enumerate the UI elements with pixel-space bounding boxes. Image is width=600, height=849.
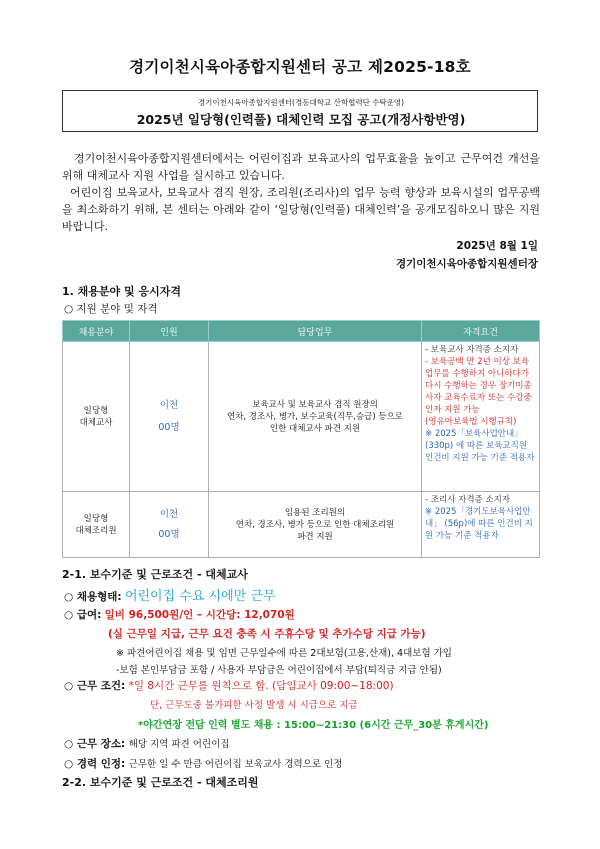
signer: 경기이천시육아종합지원센터장 [395, 258, 538, 270]
field-cell: 일당형 대체교사 [63, 342, 130, 492]
work-condition [64, 678, 394, 693]
col-header-field: 채용분야 [63, 321, 130, 342]
heading-box [62, 90, 538, 132]
organizer-subtitle: 경기이천시육아종합지원센터(경동대학교 산학협력단 수탁운영) [197, 98, 405, 107]
pay-label: ○ 급여: [64, 609, 102, 621]
col-header-duty: 담당업무 [209, 321, 422, 342]
count-cell: 이천 00명 [130, 492, 209, 558]
col-header-qualification: 자격요건 [422, 321, 540, 342]
career-label: ○ 경력 인정: [64, 758, 126, 770]
qualification-cell: - 조리사 자격증 소지자 ※ 2025「경기도보육사업안내」 (56p)에 따른 인건비 지원 가능 기준 적용자 [422, 492, 540, 558]
insurance-note-2: -보험 본인부담금 포함 / 사용자 부담금은 어린이집에서 부담(퇴직금 지급 안됨) [116, 665, 442, 676]
employment-type-label: ○ 채용형태: [64, 591, 122, 603]
employment-type [64, 585, 275, 604]
work-place-label: ○ 근무 장소: [64, 738, 126, 750]
col-header-count: 인원 [130, 321, 209, 342]
insurance-note-1: ※ 파견어린이집 채용 및 임면 근무일수에 따른 2대보험(고용,산재), 4대보험 가입 [116, 648, 452, 659]
field-cell: 일당형 대체조리원 [63, 492, 130, 558]
qualification-cell: - 보육교사 자격증 소지자 - 보육공백 만 2년 이상 보육 업무를 수행하지 아니하다가 다시 수행하는 경우 장기미종사자 교육수료자 또는 수강중인자 지원 가능 (영유아보육법 시행규칙) ※ 2025「보육사업안내」(330p) 에 따른 보육교직원 인건비 지원 가능 기준 적용자 [422, 342, 540, 492]
section-1-subtitle: ○ 지원 분야 및 자격 [64, 303, 158, 315]
pay-note: (실 근무일 지급, 근무 요건 충족 시 주휴수당 및 추가수당 지급 가능) [108, 628, 426, 640]
notice-title: 경기이천시육아종합지원센터 공고 제2025-18호 [129, 58, 471, 76]
employment-type-value: 어린이집 수요 시에만 근무 [124, 589, 276, 604]
work-condition-note: 단, 근무도중 불가피한 사정 발생 시 시급으로 지급 [150, 700, 358, 711]
pay-value: 일비 96,500원/인 – 시간당: 12,070원 [104, 609, 295, 621]
qualification-table [62, 320, 540, 558]
notice-date: 2025년 8월 1일 [456, 240, 538, 252]
duty-cell: 보육교사 및 보육교사 겸직 원장의 연차, 경조사, 병가, 보수교육(직무,승급) 등으로 인한 대체교사 파견 지원 [209, 342, 422, 492]
work-place [64, 736, 229, 751]
recruit-heading: 2025년 일당형(인력풀) 대체인력 모집 공고(개정사항반영) [136, 112, 466, 127]
intro-paragraph-2: 어린이집 보육교사, 보육교사 겸직 원장, 조리원(조리사)의 업무 능력 향상과 보육시설의 업무공백을 최소화하기 위해, 본 센터는 아래와 같이 ‘일당형(인력풀) 대체인력’을 공개모집하오니 많은 지원 바랍니다. [62, 186, 540, 233]
section-1-title: 1. 채용분야 및 응시자격 [62, 285, 181, 298]
career-value: 근무한 일 수 만큼 어린이집 보육교사 경력으로 인정 [128, 759, 343, 770]
night-extension-note: *야간연장 전담 인력 별도 채용 : 15:00~21:30 (6시간 근무_30분 휴게시간) [138, 720, 489, 731]
section-2-1-title: 2-1. 보수기준 및 근로조건 - 대체교사 [62, 568, 248, 581]
pay [64, 607, 295, 622]
work-place-value: 해당 지역 파견 어린이집 [128, 739, 230, 750]
work-condition-label: ○ 근무 조건: [64, 680, 126, 692]
table-row [63, 492, 540, 558]
work-condition-value: *일 8시간 근무를 원칙으로 함. (담임교사 09:00~18:00) [128, 680, 394, 692]
section-2-2-title: 2-2. 보수기준 및 근로조건 - 대체조리원 [62, 776, 259, 789]
duty-cell: 임용된 조리원의 연차, 경조사, 병가 등으로 인한 대체조리원 파견 지원 [209, 492, 422, 558]
count-cell: 이천 00명 [130, 342, 209, 492]
table-row [63, 342, 540, 492]
career-recognition [64, 756, 342, 771]
intro-paragraph-1: 경기이천시육아종합지원센터에서는 어린이집과 보육교사의 업무효율을 높이고 근무여건 개선을 위해 대체교사 지원 사업을 실시하고 있습니다. [62, 152, 540, 182]
